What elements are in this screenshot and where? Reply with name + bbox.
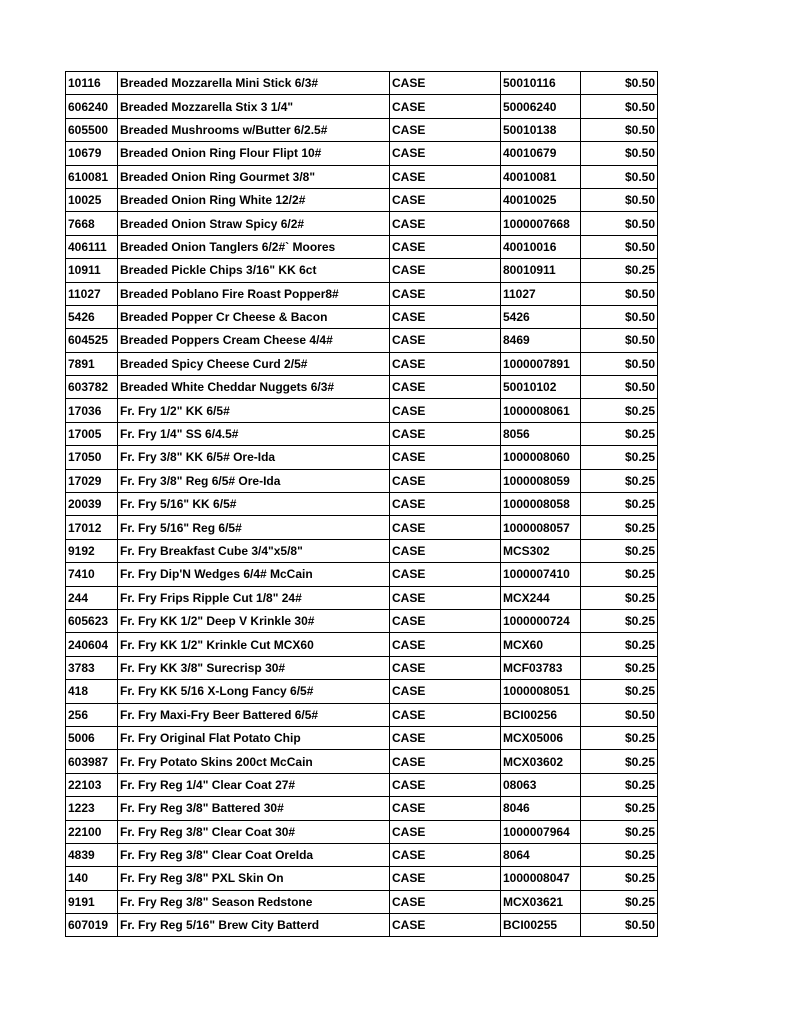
table-row (66, 305, 658, 328)
unit-cell: CASE (390, 563, 501, 586)
unit-cell: CASE (390, 493, 501, 516)
unit-cell: CASE (390, 118, 501, 141)
item-number-cell: 604525 (66, 329, 118, 352)
unit-cell: CASE (390, 890, 501, 913)
product-code-cell: MCS302 (501, 539, 581, 562)
price-cell: $0.50 (581, 95, 658, 118)
unit-cell: CASE (390, 914, 501, 937)
unit-cell: CASE (390, 446, 501, 469)
table-row (66, 235, 658, 258)
description-cell: Fr. Fry Reg 3/8" Season Redstone (118, 890, 390, 913)
product-code-cell: 08063 (501, 773, 581, 796)
description-cell: Breaded Poblano Fire Roast Popper8# (118, 282, 390, 305)
item-number-cell: 606240 (66, 95, 118, 118)
description-cell: Fr. Fry Reg 3/8" Battered 30# (118, 797, 390, 820)
table-row (66, 352, 658, 375)
product-code-cell: 1000008047 (501, 867, 581, 890)
description-cell: Fr. Fry Reg 3/8" Clear Coat 30# (118, 820, 390, 843)
price-cell: $0.50 (581, 188, 658, 211)
product-code-cell: 1000007891 (501, 352, 581, 375)
unit-cell: CASE (390, 867, 501, 890)
table-row (66, 516, 658, 539)
unit-cell: CASE (390, 352, 501, 375)
unit-cell: CASE (390, 142, 501, 165)
table-row (66, 493, 658, 516)
description-cell: Fr. Fry Reg 1/4" Clear Coat 27# (118, 773, 390, 796)
table-row (66, 72, 658, 95)
description-cell: Fr. Fry 1/2" KK 6/5# (118, 399, 390, 422)
price-cell: $0.25 (581, 773, 658, 796)
item-number-cell: 4839 (66, 843, 118, 866)
product-table-body (66, 72, 658, 937)
description-cell: Fr. Fry KK 1/2" Deep V Krinkle 30# (118, 609, 390, 632)
table-row (66, 188, 658, 211)
description-cell: Fr. Fry 5/16" KK 6/5# (118, 493, 390, 516)
product-code-cell: 50010116 (501, 72, 581, 95)
description-cell: Fr. Fry Reg 3/8" PXL Skin On (118, 867, 390, 890)
unit-cell: CASE (390, 95, 501, 118)
price-cell: $0.25 (581, 890, 658, 913)
item-number-cell: 10911 (66, 259, 118, 282)
item-number-cell: 244 (66, 586, 118, 609)
product-code-cell: 1000008057 (501, 516, 581, 539)
unit-cell: CASE (390, 165, 501, 188)
table-row (66, 843, 658, 866)
product-code-cell: MCX60 (501, 633, 581, 656)
unit-cell: CASE (390, 72, 501, 95)
table-row (66, 609, 658, 632)
table-row (66, 212, 658, 235)
item-number-cell: 22103 (66, 773, 118, 796)
price-cell: $0.50 (581, 376, 658, 399)
table-row (66, 867, 658, 890)
unit-cell: CASE (390, 305, 501, 328)
price-cell: $0.25 (581, 422, 658, 445)
item-number-cell: 418 (66, 680, 118, 703)
product-code-cell: 50010138 (501, 118, 581, 141)
unit-cell: CASE (390, 843, 501, 866)
table-row (66, 656, 658, 679)
unit-cell: CASE (390, 797, 501, 820)
unit-cell: CASE (390, 329, 501, 352)
description-cell: Fr. Fry Breakfast Cube 3/4"x5/8" (118, 539, 390, 562)
table-row (66, 376, 658, 399)
product-code-cell: 80010911 (501, 259, 581, 282)
price-cell: $0.50 (581, 165, 658, 188)
item-number-cell: 17005 (66, 422, 118, 445)
product-code-cell: 50006240 (501, 95, 581, 118)
description-cell: Fr. Fry Frips Ripple Cut 1/8" 24# (118, 586, 390, 609)
unit-cell: CASE (390, 188, 501, 211)
description-cell: Breaded Onion Straw Spicy 6/2# (118, 212, 390, 235)
item-number-cell: 22100 (66, 820, 118, 843)
table-row (66, 726, 658, 749)
item-number-cell: 406111 (66, 235, 118, 258)
item-number-cell: 17029 (66, 469, 118, 492)
item-number-cell: 605623 (66, 609, 118, 632)
item-number-cell: 1223 (66, 797, 118, 820)
product-code-cell: 40010025 (501, 188, 581, 211)
table-row (66, 680, 658, 703)
product-code-cell: 1000008059 (501, 469, 581, 492)
item-number-cell: 240604 (66, 633, 118, 656)
unit-cell: CASE (390, 750, 501, 773)
product-code-cell: 1000007410 (501, 563, 581, 586)
table-row (66, 165, 658, 188)
description-cell: Breaded Onion Tanglers 6/2#` Moores (118, 235, 390, 258)
price-cell: $0.25 (581, 563, 658, 586)
unit-cell: CASE (390, 469, 501, 492)
product-code-cell: BCI00256 (501, 703, 581, 726)
product-code-cell: MCX03621 (501, 890, 581, 913)
item-number-cell: 17036 (66, 399, 118, 422)
item-number-cell: 10025 (66, 188, 118, 211)
item-number-cell: 9191 (66, 890, 118, 913)
product-code-cell: MCX03602 (501, 750, 581, 773)
item-number-cell: 7410 (66, 563, 118, 586)
item-number-cell: 10116 (66, 72, 118, 95)
table-row (66, 422, 658, 445)
product-code-cell: MCF03783 (501, 656, 581, 679)
price-cell: $0.25 (581, 797, 658, 820)
price-cell: $0.25 (581, 493, 658, 516)
description-cell: Fr. Fry 5/16" Reg 6/5# (118, 516, 390, 539)
price-cell: $0.50 (581, 329, 658, 352)
description-cell: Breaded Popper Cr Cheese & Bacon (118, 305, 390, 328)
price-cell: $0.50 (581, 352, 658, 375)
description-cell: Fr. Fry KK 3/8" Surecrisp 30# (118, 656, 390, 679)
item-number-cell: 256 (66, 703, 118, 726)
table-row (66, 259, 658, 282)
description-cell: Breaded Onion Ring Gourmet 3/8" (118, 165, 390, 188)
product-code-cell: 8046 (501, 797, 581, 820)
description-cell: Fr. Fry KK 1/2" Krinkle Cut MCX60 (118, 633, 390, 656)
product-code-cell: 1000008058 (501, 493, 581, 516)
table-row (66, 446, 658, 469)
item-number-cell: 3783 (66, 656, 118, 679)
product-code-cell: 1000000724 (501, 609, 581, 632)
description-cell: Fr. Fry Maxi-Fry Beer Battered 6/5# (118, 703, 390, 726)
product-code-cell: 50010102 (501, 376, 581, 399)
unit-cell: CASE (390, 259, 501, 282)
description-cell: Fr. Fry Original Flat Potato Chip (118, 726, 390, 749)
description-cell: Breaded Onion Ring White 12/2# (118, 188, 390, 211)
price-cell: $0.25 (581, 446, 658, 469)
product-code-cell: 5426 (501, 305, 581, 328)
price-cell: $0.25 (581, 399, 658, 422)
description-cell: Fr. Fry 3/8" KK 6/5# Ore-Ida (118, 446, 390, 469)
unit-cell: CASE (390, 680, 501, 703)
description-cell: Breaded Pickle Chips 3/16" KK 6ct (118, 259, 390, 282)
price-cell: $0.50 (581, 235, 658, 258)
product-code-cell: MCX05006 (501, 726, 581, 749)
description-cell: Breaded Onion Ring Flour Flipt 10# (118, 142, 390, 165)
product-code-cell: 40010081 (501, 165, 581, 188)
price-cell: $0.25 (581, 726, 658, 749)
price-cell: $0.50 (581, 703, 658, 726)
unit-cell: CASE (390, 422, 501, 445)
product-code-cell: 1000008061 (501, 399, 581, 422)
item-number-cell: 9192 (66, 539, 118, 562)
unit-cell: CASE (390, 820, 501, 843)
price-cell: $0.50 (581, 72, 658, 95)
product-code-cell: 40010016 (501, 235, 581, 258)
product-sheet (65, 71, 657, 937)
table-row (66, 95, 658, 118)
description-cell: Breaded Mozzarella Stix 3 1/4" (118, 95, 390, 118)
item-number-cell: 7668 (66, 212, 118, 235)
table-row (66, 633, 658, 656)
product-code-cell: MCX244 (501, 586, 581, 609)
unit-cell: CASE (390, 376, 501, 399)
table-row (66, 282, 658, 305)
table-row (66, 118, 658, 141)
unit-cell: CASE (390, 656, 501, 679)
table-row (66, 563, 658, 586)
item-number-cell: 7891 (66, 352, 118, 375)
unit-cell: CASE (390, 235, 501, 258)
item-number-cell: 607019 (66, 914, 118, 937)
product-code-cell: 1000008060 (501, 446, 581, 469)
price-cell: $0.25 (581, 867, 658, 890)
table-row (66, 329, 658, 352)
table-row (66, 539, 658, 562)
unit-cell: CASE (390, 282, 501, 305)
item-number-cell: 5006 (66, 726, 118, 749)
description-cell: Breaded Mushrooms w/Butter 6/2.5# (118, 118, 390, 141)
unit-cell: CASE (390, 399, 501, 422)
table-row (66, 469, 658, 492)
product-code-cell: 8056 (501, 422, 581, 445)
item-number-cell: 605500 (66, 118, 118, 141)
description-cell: Fr. Fry Potato Skins 200ct McCain (118, 750, 390, 773)
item-number-cell: 11027 (66, 282, 118, 305)
price-cell: $0.50 (581, 142, 658, 165)
table-row (66, 586, 658, 609)
price-cell: $0.25 (581, 586, 658, 609)
description-cell: Fr. Fry Reg 5/16" Brew City Batterd (118, 914, 390, 937)
price-cell: $0.25 (581, 680, 658, 703)
product-code-cell: 8064 (501, 843, 581, 866)
product-code-cell: 1000007964 (501, 820, 581, 843)
price-cell: $0.25 (581, 820, 658, 843)
price-cell: $0.25 (581, 469, 658, 492)
item-number-cell: 603987 (66, 750, 118, 773)
description-cell: Fr. Fry Reg 3/8" Clear Coat OreIda (118, 843, 390, 866)
item-number-cell: 5426 (66, 305, 118, 328)
unit-cell: CASE (390, 703, 501, 726)
description-cell: Breaded Spicy Cheese Curd 2/5# (118, 352, 390, 375)
description-cell: Breaded White Cheddar Nuggets 6/3# (118, 376, 390, 399)
description-cell: Fr. Fry KK 5/16 X-Long Fancy 6/5# (118, 680, 390, 703)
table-row (66, 797, 658, 820)
table-row (66, 914, 658, 937)
description-cell: Breaded Poppers Cream Cheese 4/4# (118, 329, 390, 352)
item-number-cell: 17012 (66, 516, 118, 539)
product-code-cell: 8469 (501, 329, 581, 352)
product-code-cell: 1000008051 (501, 680, 581, 703)
item-number-cell: 610081 (66, 165, 118, 188)
unit-cell: CASE (390, 212, 501, 235)
unit-cell: CASE (390, 516, 501, 539)
table-row (66, 750, 658, 773)
price-cell: $0.25 (581, 750, 658, 773)
price-cell: $0.25 (581, 633, 658, 656)
product-code-cell: 40010679 (501, 142, 581, 165)
product-table (65, 71, 658, 937)
price-cell: $0.50 (581, 212, 658, 235)
price-cell: $0.50 (581, 914, 658, 937)
price-cell: $0.25 (581, 539, 658, 562)
price-cell: $0.25 (581, 656, 658, 679)
product-code-cell: 1000007668 (501, 212, 581, 235)
item-number-cell: 20039 (66, 493, 118, 516)
description-cell: Breaded Mozzarella Mini Stick 6/3# (118, 72, 390, 95)
item-number-cell: 10679 (66, 142, 118, 165)
unit-cell: CASE (390, 539, 501, 562)
product-code-cell: BCI00255 (501, 914, 581, 937)
product-code-cell: 11027 (501, 282, 581, 305)
table-row (66, 773, 658, 796)
price-cell: $0.25 (581, 516, 658, 539)
price-cell: $0.50 (581, 305, 658, 328)
table-row (66, 142, 658, 165)
table-row (66, 890, 658, 913)
unit-cell: CASE (390, 633, 501, 656)
price-cell: $0.50 (581, 282, 658, 305)
item-number-cell: 603782 (66, 376, 118, 399)
item-number-cell: 17050 (66, 446, 118, 469)
item-number-cell: 140 (66, 867, 118, 890)
price-cell: $0.50 (581, 118, 658, 141)
price-cell: $0.25 (581, 609, 658, 632)
unit-cell: CASE (390, 726, 501, 749)
unit-cell: CASE (390, 586, 501, 609)
unit-cell: CASE (390, 609, 501, 632)
table-row (66, 703, 658, 726)
table-row (66, 820, 658, 843)
unit-cell: CASE (390, 773, 501, 796)
price-cell: $0.25 (581, 843, 658, 866)
table-row (66, 399, 658, 422)
description-cell: Fr. Fry 1/4" SS 6/4.5# (118, 422, 390, 445)
description-cell: Fr. Fry 3/8" Reg 6/5# Ore-Ida (118, 469, 390, 492)
description-cell: Fr. Fry Dip'N Wedges 6/4# McCain (118, 563, 390, 586)
price-cell: $0.25 (581, 259, 658, 282)
